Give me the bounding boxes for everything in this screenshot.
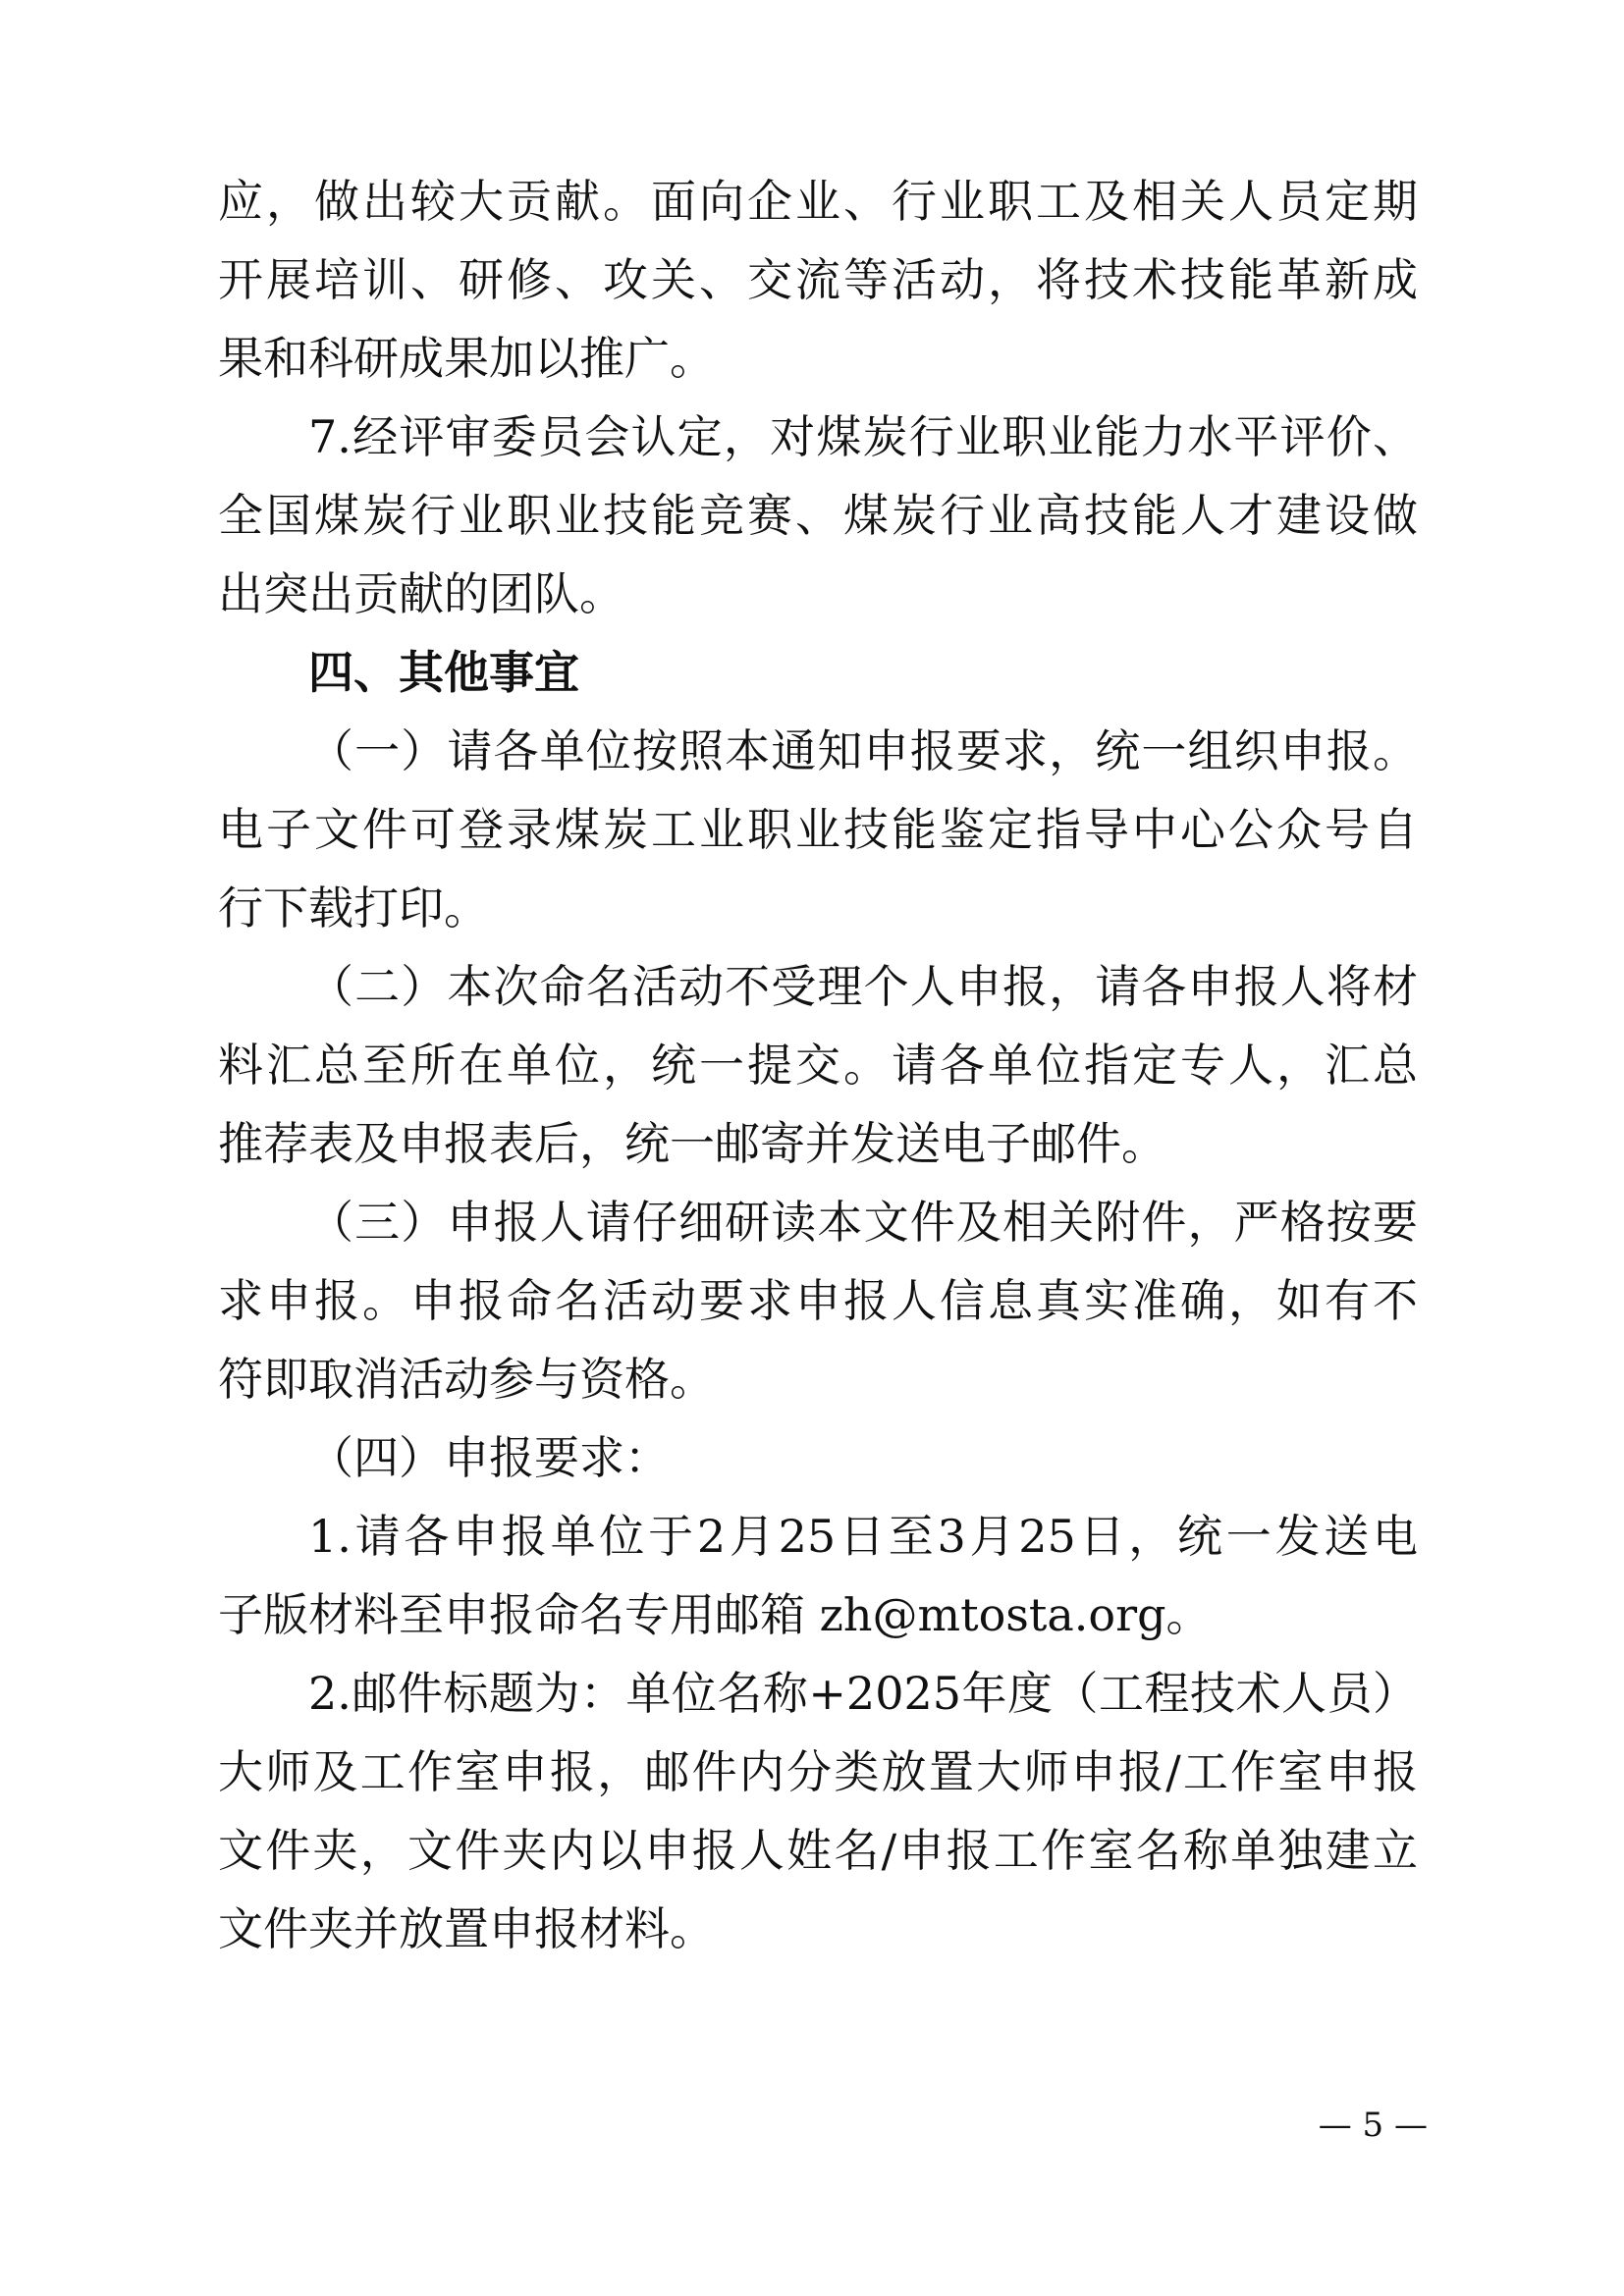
body-line: （一）请各单位按照本通知申报要求，统一组织申报。 <box>308 724 1418 777</box>
body-line: 行下载打印。 <box>218 881 489 934</box>
body-line: 7.经评审委员会认定，对煤炭行业职业能力水平评价、 <box>308 410 1418 463</box>
section-heading: 四、其他事宜 <box>308 646 579 699</box>
body-line: 出突出贡献的团队。 <box>218 567 624 620</box>
body-line: 推荐表及申报表后，统一邮寄并发送电子邮件。 <box>218 1117 1166 1170</box>
body-line: 求申报。申报命名活动要求申报人信息真实准确，如有不 <box>218 1274 1418 1327</box>
body-line: （三）申报人请仔细研读本文件及相关附件，严格按要 <box>308 1196 1418 1249</box>
body-line: 大师及工作室申报，邮件内分类放置大师申报/工作室申报 <box>218 1745 1418 1798</box>
body-line: 子版材料至申报命名专用邮箱 zh@mtosta.org。 <box>218 1588 1212 1641</box>
body-line: 文件夹并放置申报材料。 <box>218 1902 715 1955</box>
body-line: 1.请各申报单位于2月25日至3月25日，统一发送电 <box>308 1510 1418 1563</box>
page-number: — 5 — <box>1318 2106 1428 2145</box>
body-line: （二）本次命名活动不受理个人申报，请各申报人将材 <box>308 960 1418 1013</box>
body-line: 符即取消活动参与资格。 <box>218 1353 715 1406</box>
body-line: 电子文件可登录煤炭工业职业技能鉴定指导中心公众号自 <box>218 803 1418 856</box>
body-line: 应，做出较大贡献。面向企业、行业职工及相关人员定期 <box>218 175 1418 228</box>
body-line: （四）申报要求： <box>308 1431 670 1484</box>
body-line: 果和科研成果加以推广。 <box>218 332 715 385</box>
body-line: 全国煤炭行业职业技能竞赛、煤炭行业高技能人才建设做 <box>218 489 1418 542</box>
body-line: 2.邮件标题为：单位名称+2025年度（工程技术人员） <box>308 1667 1418 1720</box>
body-line: 文件夹，文件夹内以申报人姓名/申报工作室名称单独建立 <box>218 1824 1418 1877</box>
body-line: 料汇总至所在单位，统一提交。请各单位指定专人，汇总 <box>218 1039 1418 1092</box>
body-line: 开展培训、研修、攻关、交流等活动，将技术技能革新成 <box>218 253 1418 306</box>
